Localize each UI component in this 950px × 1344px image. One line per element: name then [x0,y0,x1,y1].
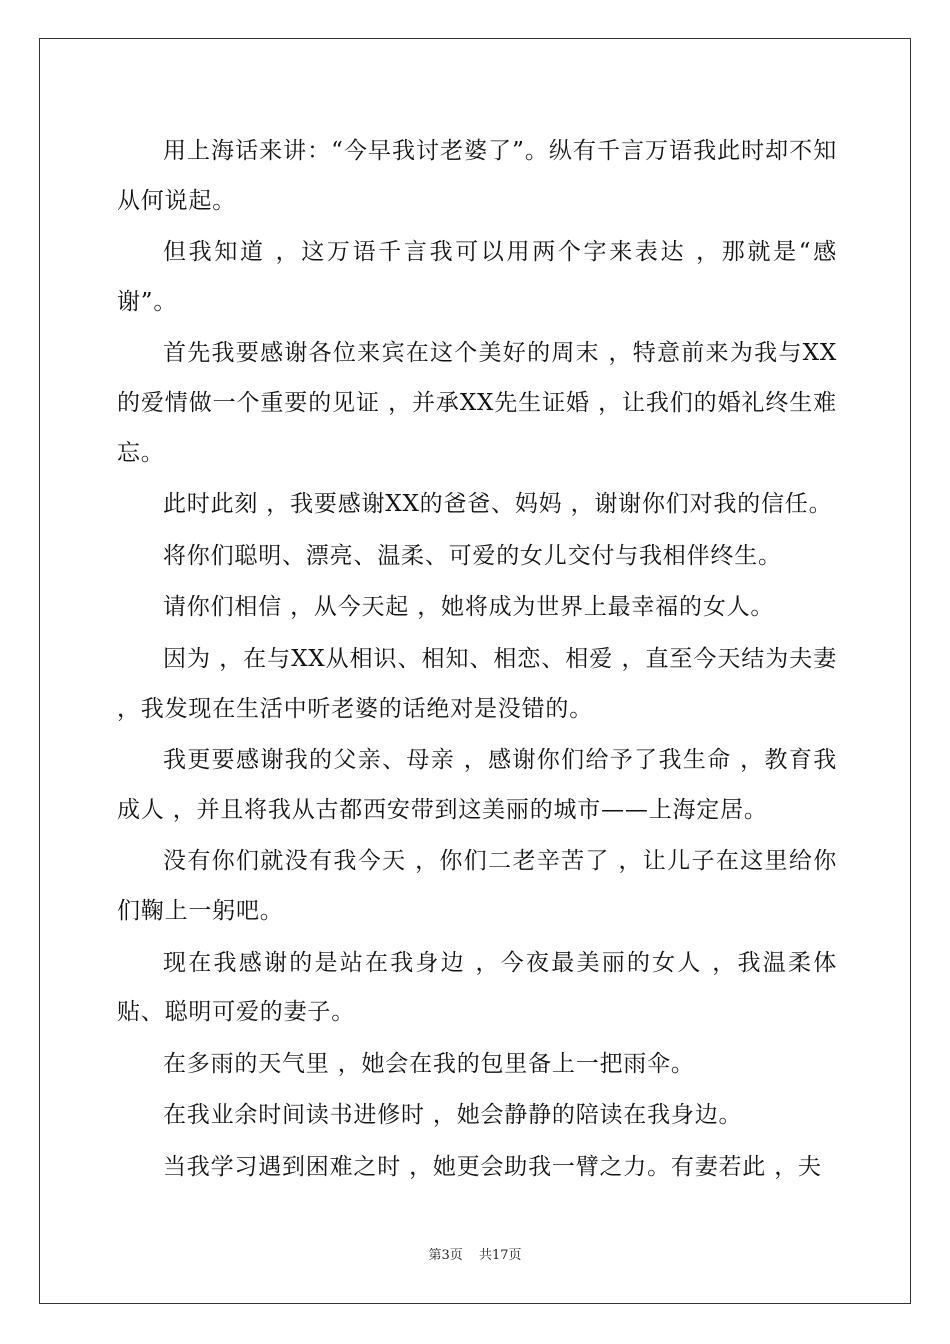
paragraph: 没有你们就没有我今天 ，你们二老辛苦了 ，让儿子在这里给你们鞠上一躬吧。 [117,848,837,924]
paragraph: 将你们聪明、漂亮、温柔、可爱的女儿交付与我相伴终生。 [163,542,782,569]
paragraph: 我更要感谢我的父亲、母亲 ，感谢你们给予了我生命 ，教育我成人 ，并且将我从古都西安带到这美丽的城市——上海定居。 [117,747,837,823]
paragraph: 在多雨的天气里 ，她会在我的包里备上一把雨伞。 [163,1050,695,1077]
paragraph: 首先我要感谢各位来宾在这个美好的周末 ，特意前来为我与XX的爱情做一个重要的见证 ，并承XX先生证婚 ，让我们的婚礼终生难忘。 [117,340,837,466]
paragraph: 用上海话来讲：“今早我讨老婆了”。纵有千言万语我此时却不知从何说起。 [117,138,837,214]
paragraph: 在我业余时间读书进修时 ，她会静静的陪读在我身边。 [163,1102,743,1129]
paragraph: 因为 ，在与XX从相识、相知、相恋、相爱 ，直至今天结为夫妻 ，我发现在生活中听老婆的话绝对是没错的。 [117,645,837,722]
page-total: 共17页 [478,1248,522,1263]
page-number: 第3页 [428,1248,463,1263]
page-footer [0,1244,950,1263]
document-body [117,127,837,1194]
paragraph: 但我知道 ，这万语千言我可以用两个字来表达 ，那就是“感谢”。 [117,239,837,315]
paragraph: 请你们相信 ，从今天起 ，她将成为世界上最幸福的女人。 [163,594,775,621]
paragraph: 现在我感谢的是站在我身边 ，今夜最美丽的女人 ，我温柔体贴、聪明可爱的妻子。 [117,949,837,1026]
paragraph: 此时此刻 ，我要感谢XX的爸爸、妈妈 ，谢谢你们对我的信任。 [163,491,833,518]
paragraph: 当我学习遇到困难之时 ，她更会助我一臂之力。有妻若此 ，夫 [163,1153,822,1180]
